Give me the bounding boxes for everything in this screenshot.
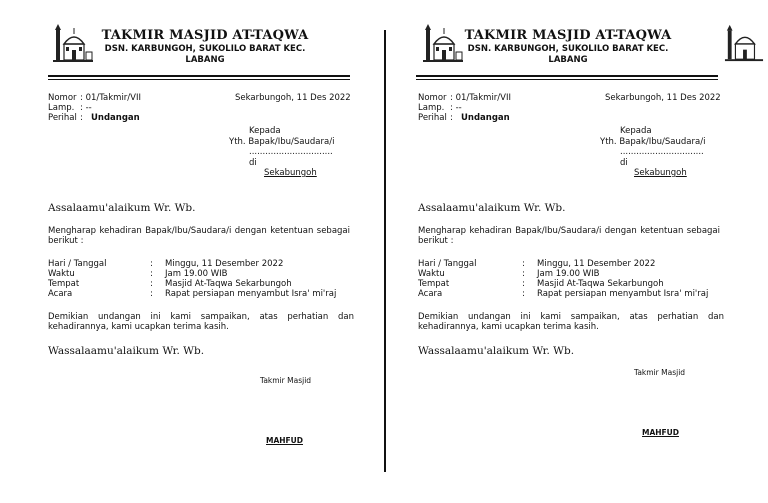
recipient-kepada: Kepada [620,126,652,136]
perihal-label: Perihal [418,113,447,123]
signature-name: MAHFUD [642,428,679,437]
detail-label: Acara [48,289,73,299]
detail-value: Minggu, 11 Desember 2022 [537,259,656,269]
salam-closing: Wassalaamu'alaikum Wr. Wb. [48,345,205,357]
recipient-dots: ............................... [620,147,704,157]
salam-opening: Assalaamu'alaikum Wr. Wb. [48,202,196,214]
detail-value: Minggu, 11 Desember 2022 [165,259,284,269]
nomor-label: Nomor [418,93,447,103]
lamp-label: Lamp. [418,103,445,113]
address-line-1: DSN. KARBUNGOH, SUKOLILO BARAT KEC. [104,44,306,54]
detail-value: Rapat persiapan menyambut Isra' mi'raj [165,289,337,299]
lamp-value: : -- [80,103,92,113]
header-rule-thick [48,75,350,77]
org-address [398,44,738,66]
address-line-2: LABANG [548,55,588,65]
recipient-di: di [620,158,628,168]
signature-role: Takmir Masjid [260,376,312,385]
perihal-label: Perihal [48,113,77,123]
salam-opening: Assalaamu'alaikum Wr. Wb. [418,202,566,214]
closing-paragraph: Demikian undangan ini kami sampaikan, atas perhatian dan kehadirannya, kami ucapkan terima kasih. [418,312,724,332]
nomor-value: : 01/Takmir/VII [80,93,141,103]
detail-colon: : [150,269,153,279]
letter-date: Sekarbungoh, 11 Des 2022 [605,93,721,103]
org-address [40,44,370,66]
detail-label: Tempat [418,279,450,289]
letter-date: Sekarbungoh, 11 Des 2022 [235,93,351,103]
detail-colon: : [150,259,153,269]
intro-paragraph: Mengharap kehadiran Bapak/Ibu/Saudara/i dengan ketentuan sebagai berikut : [48,226,350,246]
signature-name: MAHFUD [266,436,303,445]
address-line-1: DSN. KARBUNGOH, SUKOLILO BARAT KEC. [467,44,669,54]
detail-label: Acara [418,289,443,299]
detail-label: Waktu [48,269,75,279]
intro-paragraph: Mengharap kehadiran Bapak/Ibu/Saudara/i dengan ketentuan sebagai berikut : [418,226,720,246]
org-title: TAKMIR MASJID AT-TAQWA [464,28,672,43]
detail-value: Jam 19.00 WIB [537,269,600,279]
detail-colon: : [150,279,153,289]
header-rule-thick [416,75,718,77]
nomor-label: Nomor [48,93,77,103]
detail-value: Rapat persiapan menyambut Isra' mi'raj [537,289,709,299]
letter-left [0,0,370,503]
detail-label: Waktu [418,269,445,279]
perihal-value: Undangan [461,113,510,123]
address-line-2: LABANG [185,55,225,65]
letter-right [372,0,742,503]
recipient-di: di [249,158,257,168]
detail-colon: : [522,279,525,289]
detail-value: Masjid At-Taqwa Sekarbungoh [165,279,292,289]
recipient-dots: ............................... [249,147,333,157]
recipient-yth: Yth. Bapak/Ibu/Saudara/i [229,137,335,147]
perihal-value: Undangan [91,113,140,123]
detail-label: Tempat [48,279,80,289]
header-rule-thin [416,79,718,80]
perihal-colon: : [80,113,83,123]
detail-colon: : [522,289,525,299]
detail-value: Jam 19.00 WIB [165,269,228,279]
detail-colon: : [522,259,525,269]
perihal-colon: : [450,113,453,123]
recipient-place: Sekabungoh [634,168,687,178]
lamp-value: : -- [450,103,462,113]
header-rule-thin [48,79,350,80]
nomor-value: : 01/Takmir/VII [450,93,511,103]
detail-label: Hari / Tanggal [48,259,107,269]
recipient-yth: Yth. Bapak/Ibu/Saudara/i [600,137,706,147]
recipient-kepada: Kepada [249,126,281,136]
salam-closing: Wassalaamu'alaikum Wr. Wb. [418,345,575,357]
recipient-place: Sekabungoh [264,168,317,178]
detail-label: Hari / Tanggal [418,259,477,269]
lamp-label: Lamp. [48,103,75,113]
detail-value: Masjid At-Taqwa Sekarbungoh [537,279,664,289]
signature-role: Takmir Masjid [634,368,686,377]
detail-colon: : [522,269,525,279]
detail-colon: : [150,289,153,299]
org-title: TAKMIR MASJID AT-TAQWA [101,28,309,43]
closing-paragraph: Demikian undangan ini kami sampaikan, atas perhatian dan kehadirannya, kami ucapkan terima kasih. [48,312,354,332]
